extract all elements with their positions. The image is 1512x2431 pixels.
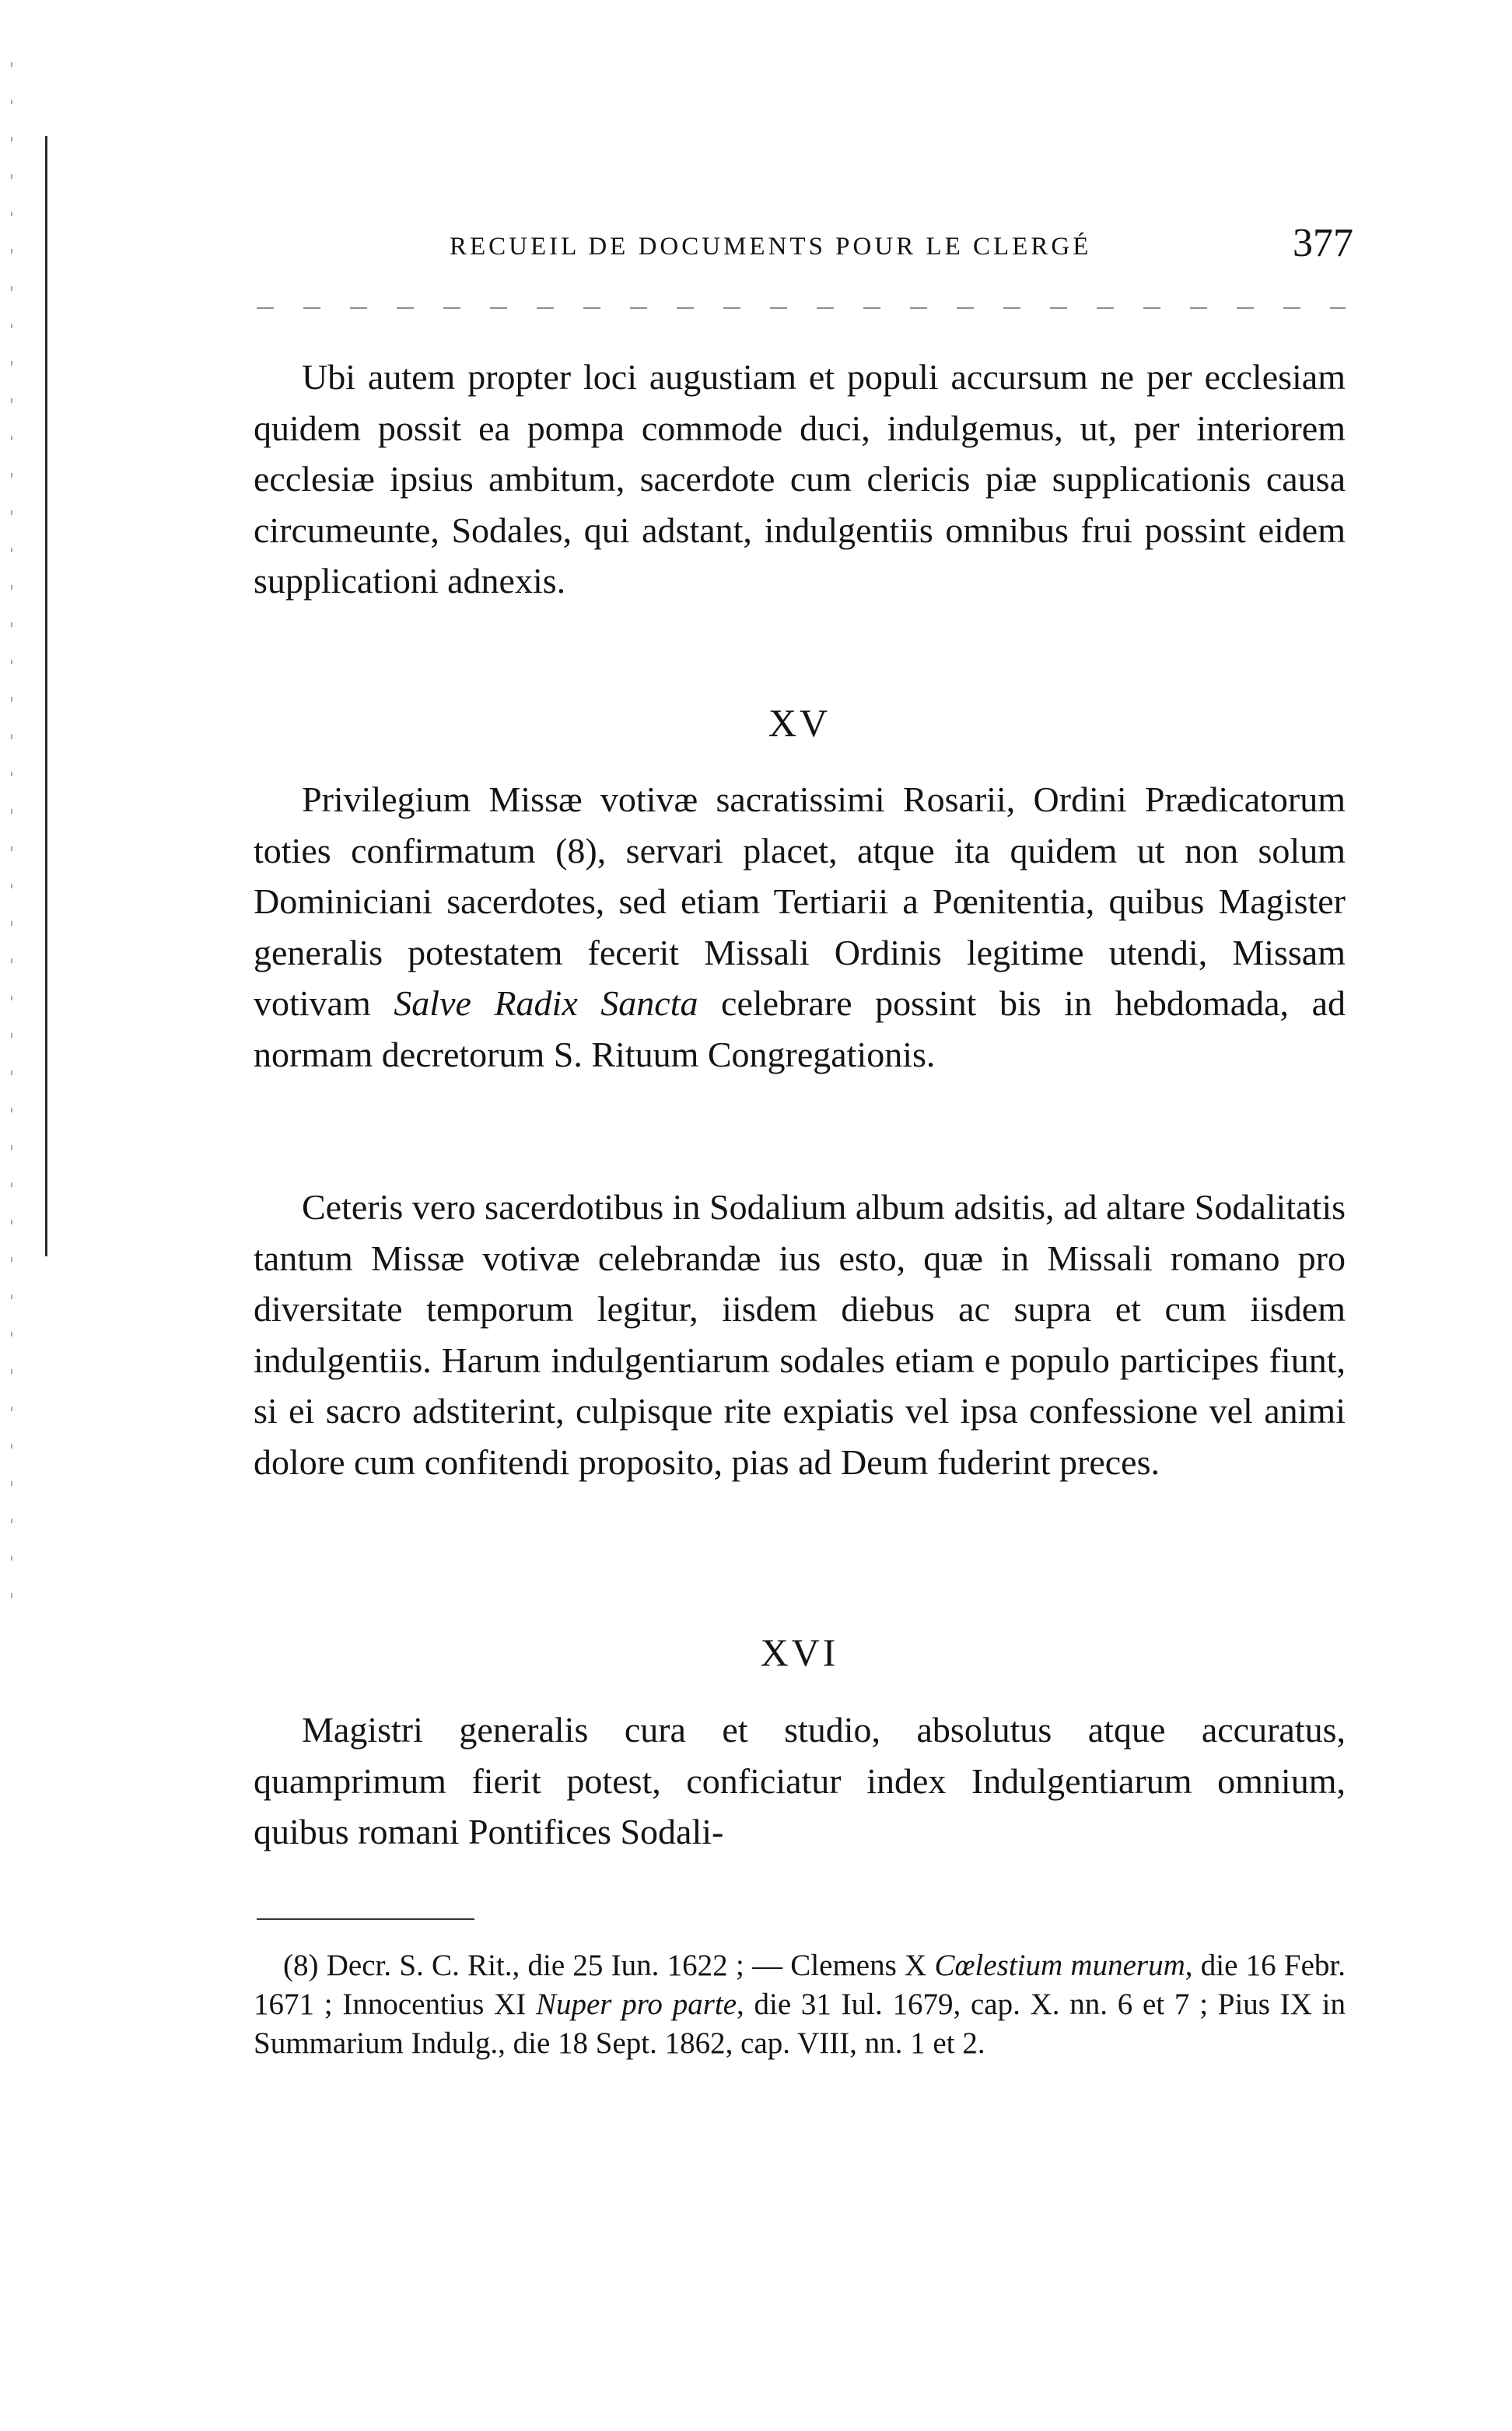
section-heading-xvi: XVI xyxy=(760,1631,839,1674)
running-title: RECUEIL DE DOCUMENTS POUR LE CLERGÉ xyxy=(450,233,1092,261)
paragraph-2-text-b: celebrare possint bis in hebdomada, ad normam decretorum S. Rituum Congregationis. xyxy=(254,983,1346,1074)
paragraph-3: Ceteris vero sacerdotibus in Sodalium album adsitis, ad altare Sodalitatis tantum Missæ votivæ celebrandæ ius esto, quæ in Missali romano pro diversitate temporum legitur, iisdem diebus ac supra et cum iisdem indulgentiis. Harum indulgentiarum sodales etiam e populo participes fiunt, si ei sacro adstiterint, culpisque rite expiatis vel ipsa confessione vel animi dolore cum confitendi proposito, pias ad Deum fuderint preces. xyxy=(254,1187,1346,1482)
paragraph-2 xyxy=(254,774,1346,1080)
margin-rule xyxy=(45,136,47,1256)
margin-scan-marks xyxy=(11,62,12,1618)
page-number: 377 xyxy=(1293,221,1353,265)
paragraph-4: Magistri generalis cura et studio, absolutus atque accuratus, quamprimum fierit potest, conficiatur index Indulgentiarum omnium, quibus romani Pontifices Sodali- xyxy=(254,1710,1346,1851)
paragraph-2-text-a: Privilegium Missæ votivæ sacratissimi Rosarii, Ordini Prædicatorum toties confirmatum (8), servari placet, atque ita quidem ut non solum Dominiciani sacerdotes, sed etiam Tertiarii a Pœnitentia, quibus Magister generalis potestatem fecerit Missali Ordinis legitime utendi, Missam votivam xyxy=(254,779,1346,1023)
section-heading-xv: XV xyxy=(768,701,831,744)
paragraph-2-italic-title: Salve Radix Sancta xyxy=(394,983,698,1023)
header-rule xyxy=(257,307,1346,309)
page-header xyxy=(257,220,1353,290)
footnote-italic-1: Cœlestium munerum xyxy=(934,1949,1185,1982)
footnote-8 xyxy=(254,1946,1346,2063)
footnote-rule xyxy=(257,1918,474,1920)
footnote-text-2: , die 16 Febr. 1671 ; Innocentius XI xyxy=(254,1949,1346,2021)
footnote-text-3: , die 31 Iul. 1679, cap. X. nn. 6 et 7 ; Pius IX in Summarium Indulg., die 18 Sept. 1862, cap. VIII, nn. 1 et 2. xyxy=(254,1988,1346,2060)
footnote-text-1: (8) Decr. S. C. Rit., die 25 Iun. 1622 ; — Clemens X xyxy=(283,1949,935,1982)
footnote-italic-2: Nuper pro parte xyxy=(535,1988,737,2021)
paragraph-1: Ubi autem propter loci augustiam et populi accursum ne per ecclesiam quidem possit ea pompa commode duci, indulgemus, ut, per interiorem ecclesiæ ipsius ambitum, sacerdote cum clericis piæ supplicationis causa circumeunte, Sodales, qui adstant, indulgentiis omnibus frui possint eidem supplicationi adnexis. xyxy=(254,357,1346,601)
